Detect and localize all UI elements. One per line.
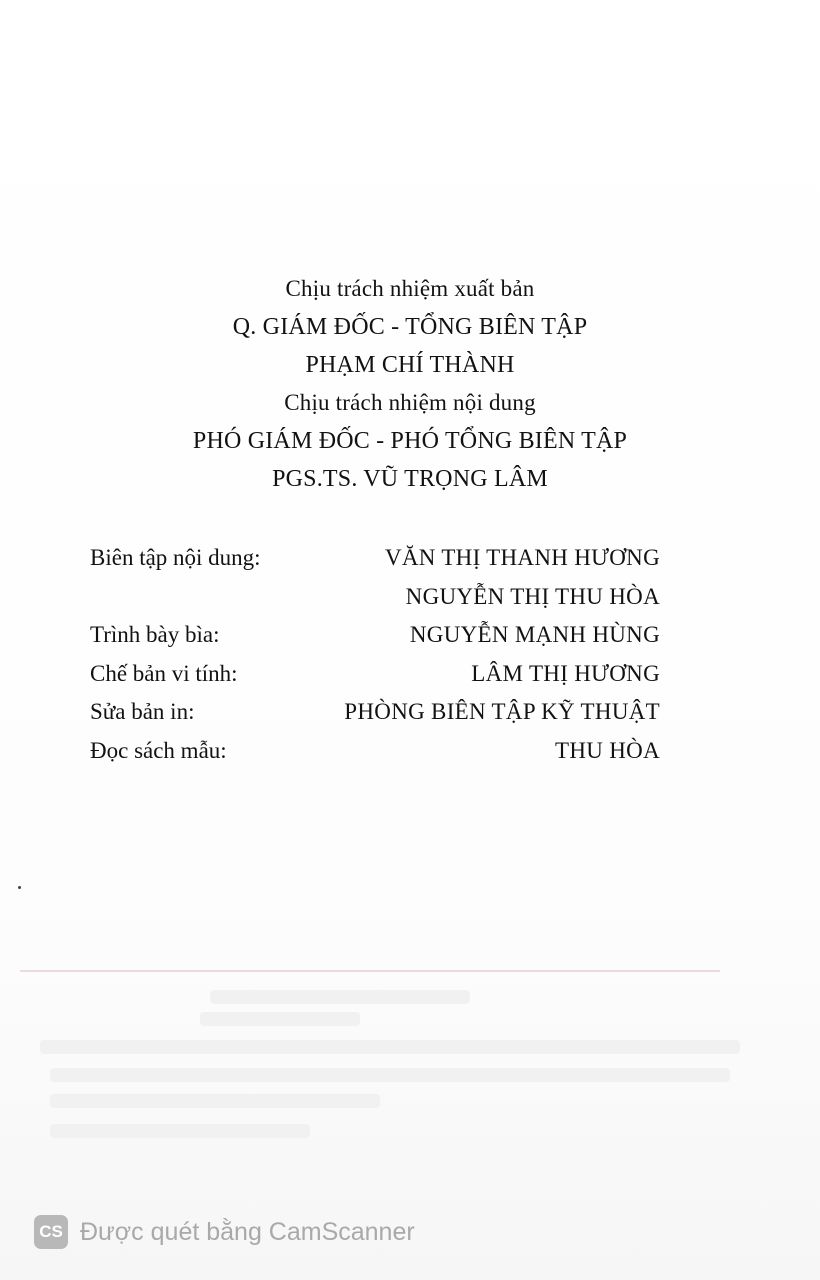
- credit-label: Chế bản vi tính:: [90, 660, 238, 686]
- credit-label: Biên tập nội dung:: [90, 545, 261, 570]
- credit-label: Đọc sách mẫu:: [90, 737, 227, 763]
- bleed-through-line: [50, 1094, 380, 1108]
- credit-row-sample-reading: [90, 733, 660, 772]
- bleed-through-line: [210, 990, 470, 1004]
- paper-speck: [18, 886, 21, 889]
- bleed-through-rule: [20, 970, 720, 972]
- credit-name: PHÒNG BIÊN TẬP KỸ THUẬT: [344, 699, 660, 724]
- deputy-director-name: PGS.TS. VŨ TRỌNG LÂM: [272, 466, 548, 492]
- credit-label: Trình bày bìa:: [90, 622, 220, 647]
- bleed-through-line: [50, 1124, 310, 1138]
- camscanner-logo-icon: CS: [34, 1215, 68, 1249]
- credit-row-content-editors: [90, 540, 660, 579]
- credit-row-cover-design: [90, 617, 660, 656]
- credit-row-proofreading: [90, 694, 660, 733]
- publisher-responsibility-block: [0, 270, 820, 498]
- credit-label: Sửa bản in:: [90, 699, 195, 724]
- director-title: Q. GIÁM ĐỐC - TỔNG BIÊN TẬP: [232, 314, 588, 340]
- credit-name: LÂM THỊ HƯƠNG: [471, 660, 660, 686]
- watermark-text: Được quét bằng CamScanner: [80, 1217, 415, 1246]
- credit-row-content-editors-continued: [90, 579, 660, 618]
- content-responsibility-heading: Chịu trách nhiệm nội dung: [284, 390, 536, 415]
- credit-name: VĂN THỊ THANH HƯƠNG: [384, 545, 660, 570]
- credit-name: NGUYỄN THỊ THU HÒA: [405, 583, 660, 609]
- credit-name: THU HÒA: [555, 737, 660, 763]
- editorial-credits: [90, 540, 660, 771]
- director-name: PHẠM CHÍ THÀNH: [305, 352, 515, 378]
- publishing-responsibility-heading: Chịu trách nhiệm xuất bản: [285, 276, 535, 301]
- bleed-through-line: [50, 1068, 730, 1082]
- credit-row-typesetting: [90, 656, 660, 695]
- deputy-director-title: PHÓ GIÁM ĐỐC - PHÓ TỔNG BIÊN TẬP: [192, 428, 628, 454]
- bleed-through-line: [40, 1040, 740, 1054]
- bleed-through-line: [200, 1012, 360, 1026]
- credit-name: NGUYỄN MẠNH HÙNG: [409, 622, 660, 647]
- camscanner-watermark: [34, 1214, 415, 1250]
